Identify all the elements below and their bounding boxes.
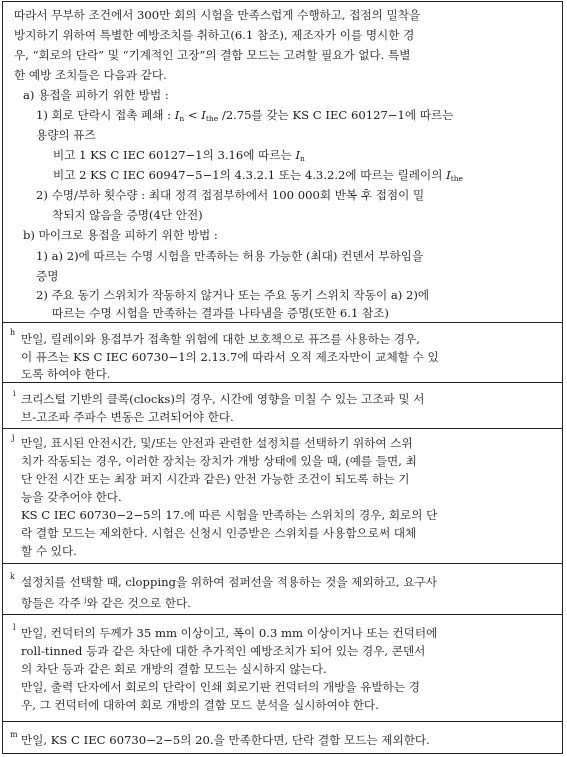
text-line: 따르는 수명 시험을 만족하는 결과를 나타냄을 증명(또한 6.1 참조) — [52, 306, 389, 320]
text-line: 따라서 무부하 조건에서 300만 회의 시험을 만족스럽게 수행하고, 접점의 밀착을 — [14, 8, 421, 22]
note-line-1: 비고 1 KS C IEC 60127−1의 3.16에 따르는 $I_n$ — [53, 148, 305, 163]
text-line: 한 예방 조치들은 다음과 같다. — [14, 68, 167, 82]
footnote-j — [3, 429, 562, 564]
text-line: 할 수 있다. — [21, 544, 77, 558]
list-item-b2: 2) 주요 동기 스위치가 작동하지 않거나 또는 주요 동기 스위치 작동이 a) 2)에 — [36, 288, 430, 302]
main-text-block — [3, 2, 562, 323]
footnote-l — [3, 615, 562, 722]
text-line: 의 차단 등과 같은 회로 개방의 결함 모드는 실시하지 않는다. — [21, 662, 327, 676]
text-line: KS C IEC 60730−2−5의 17.에 따른 시험을 만족하는 스위치의 경우, 회로의 단 — [21, 508, 438, 522]
footnote-k — [3, 564, 562, 615]
text-line: roll-tinned 등과 같은 차단에 대한 추가적인 예방조치가 되어 있는 경우, 콘덴서 — [21, 644, 426, 658]
list-heading-a: a) 용접을 피하기 위한 방법 : — [23, 88, 169, 102]
text-line: 우, “회로의 단락” 및 “기계적인 고장”의 결함 모드는 고려할 필요가 없다. 특별 — [14, 48, 411, 62]
footnote-mark: l — [13, 623, 16, 632]
footnote-h — [3, 323, 562, 383]
list-item-a1: 1) 회로 단락시 접촉 폐쇄 : $I_n < I_{the}$ /2.75를 갖는 KS C IEC 60127−1에 따르는 — [36, 108, 454, 123]
document-frame — [2, 1, 563, 754]
text-line: 만일, 출력 단자에서 회로의 단락이 인쇄 회로기판 컨덕터의 개방을 유발하는 경 — [21, 680, 420, 694]
footnote-i — [3, 383, 562, 429]
text-line: 도록 하여야 한다. — [21, 367, 111, 381]
text-line: 용량의 퓨즈 — [36, 128, 96, 142]
text-line: 단 안전 시간 또는 최장 퍼지 시간과 같은) 안전 가능한 조건이 되도록 하는 기 — [21, 472, 410, 486]
text-line: 방지하기 위하여 특별한 예방조치를 취하고(6.1 참조), 제조자가 이를 명시한 경 — [14, 28, 415, 42]
text-line: 우, 그 컨덕터에 대하여 회로 개방의 결함 모드 분석을 실시하여야 한다. — [21, 698, 379, 712]
footnote-mark: k — [10, 572, 15, 581]
list-item-b1: 1) a) 2)에 따르는 수명 시험을 만족하는 허용 가능한 (최대) 컨덴서 부하임을 — [36, 249, 424, 263]
footnote-m — [3, 722, 562, 753]
text-line: 만일, 표시된 안전시간, 및/또는 안전과 관련한 설정치를 선택하기 위하여 스위 — [21, 436, 413, 450]
text-line: 크리스털 기반의 클록(clocks)의 경우, 시간에 영향을 미칠 수 있는 고조파 및 서 — [21, 392, 425, 406]
text-line: 만일, 컨덕터의 두께가 35 mm 이상이고, 폭이 0.3 mm 이상이거나 또는 컨덕터에 — [21, 626, 438, 640]
text-line: 만일, KS C IEC 60730−2−5의 20.을 만족한다면, 단락 결함 모드는 제외한다. — [21, 733, 430, 747]
footnote-mark: h — [10, 328, 16, 337]
list-heading-b: b) 마이크로 용접을 피하기 위한 방법 : — [23, 228, 218, 242]
text-line: 증명 — [36, 269, 59, 283]
text-line: 만일, 릴레이와 용접부가 접촉할 위험에 대한 보호책으로 퓨즈를 사용하는 경우, — [21, 332, 420, 346]
footnote-mark: j — [12, 433, 15, 442]
note-line-2: 비고 2 KS C IEC 60947−5−1의 4.3.2.1 또는 4.3.2.2에 따르는 릴레이의 $I_{the}$ — [53, 168, 463, 183]
text-line: 설정치를 선택할 때, clopping을 위하여 점퍼선을 적용하는 것을 제외하고, 요구사 — [21, 575, 437, 589]
text-line: 치가 작동되는 경우, 이러한 장치는 장치가 개방 상태에 있을 때, (예를 들면, 최 — [21, 454, 417, 468]
footnote-mark: i — [13, 389, 16, 398]
text-line: 이 퓨즈는 KS C IEC 60730−1의 2.13.7에 따라서 오직 제조자만이 교체할 수 있 — [21, 350, 439, 364]
list-item-a2: 2) 수명/부하 횟수량 : 최대 정격 접점부하에서 100 000회 반복 후 접점이 밀 — [36, 188, 425, 202]
text-line: 능을 갖추어야 한다. — [21, 490, 122, 504]
text-line: 브-고조파 주파수 변동은 고려되어야 한다. — [21, 410, 234, 424]
footnote-mark: m — [10, 730, 18, 739]
text-line: 락 결함 모드는 제외한다. 시험은 신청시 인증받은 스위치를 사용함으로써 대체 — [21, 526, 417, 540]
text-line: 착되지 않음을 증명(4단 안전) — [52, 208, 203, 222]
text-line: 항들은 각주 $^j$와 같은 것으로 한다. — [21, 596, 191, 610]
